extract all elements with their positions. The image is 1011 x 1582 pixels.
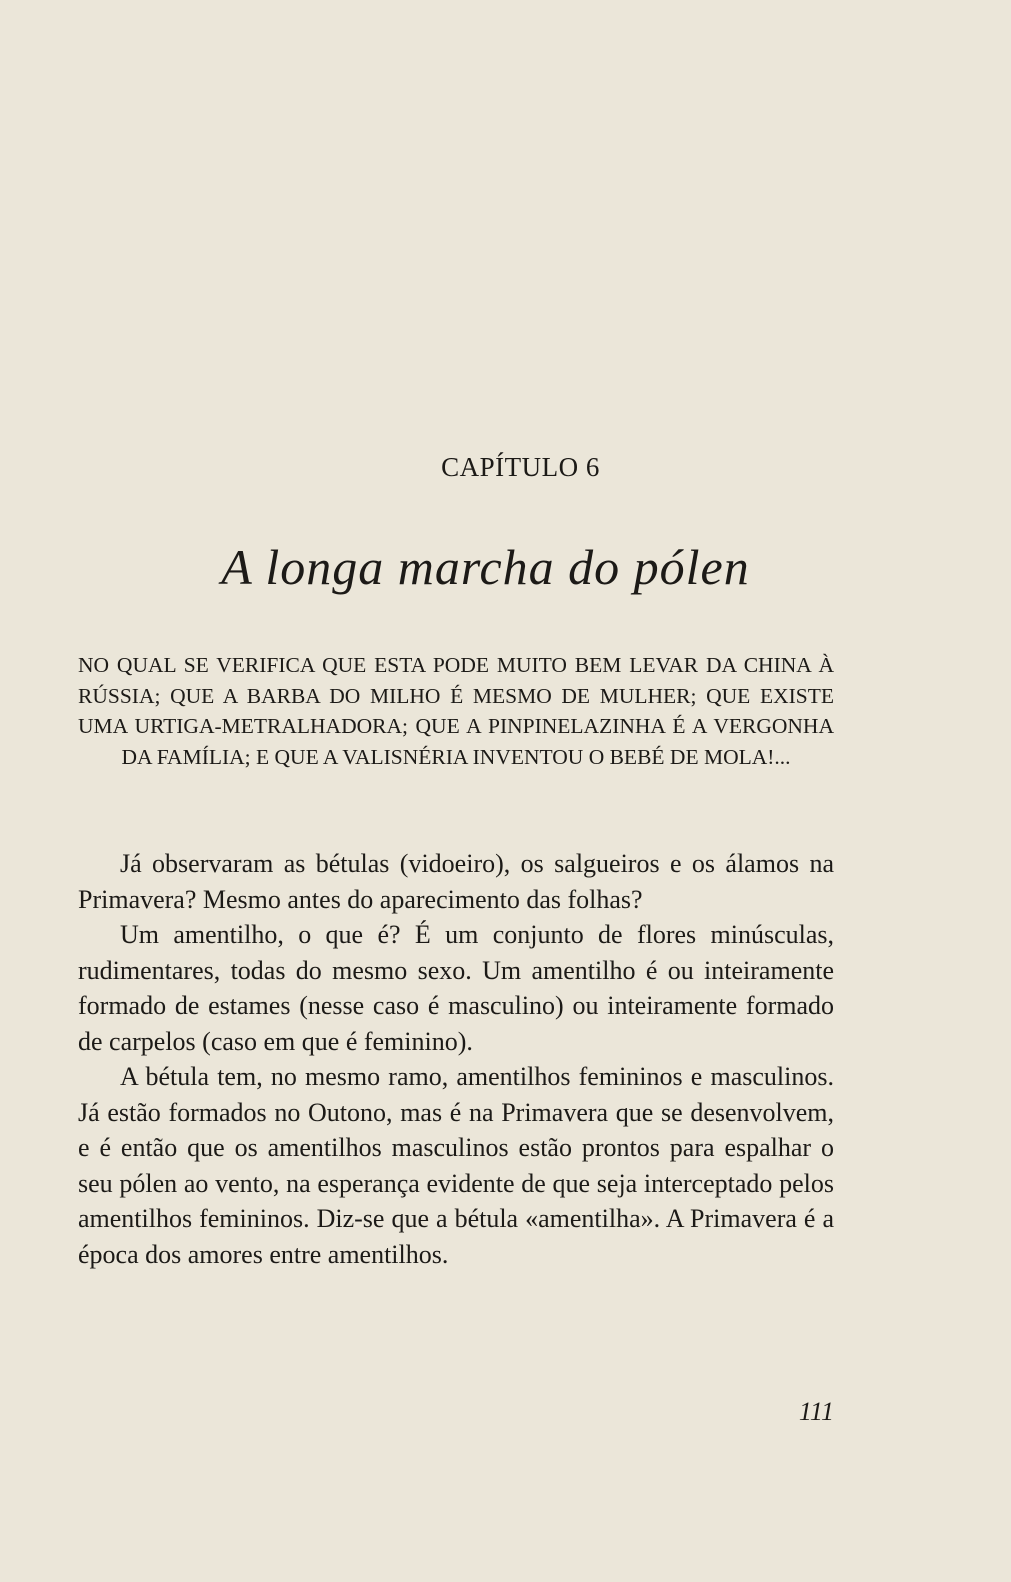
paragraph: Já observaram as bétulas (vidoeiro), os salgueiros e os álamos na Primavera? Mesmo antes do aparecimento das folhas? [78,849,834,914]
chapter-number: CAPÍTULO 6 [441,452,600,482]
paragraph: Um amentilho, o que é? É um conjunto de flores minúsculas, rudimentares, todas do mesmo sexo. Um amentilho é ou inteiramente formado de estames (nesse caso é masculino) ou inteiramente formado de carpelos (caso em que é feminino). [78,920,834,1056]
chapter-summary: NO QUAL SE VERIFICA QUE ESTA PODE MUITO BEM LEVAR DA CHINA À RÚSSIA; QUE A BARBA DO MILHO É MESMO DE MULHER; QUE EXISTE UMA URTIGA-METRALHADORA; QUE A PINPINELAZINHA É A VERGONHA DA FAMÍLIA; E QUE A VALISNÉRIA INVENTOU O BEBÉ DE MOLA!... [78,653,834,769]
paragraph: A bétula tem, no mesmo ramo, amentilhos femininos e masculinos. Já estão formados no Outono, mas é na Primavera que se desenvolvem, e é então que os amentilhos masculinos estão prontos para espalhar o seu pólen ao vento, na esperança evidente de que seja interceptado pelos amentilhos femininos. Diz-se que a bétula «amentilha». A Primavera é a época dos amores entre amentilhos. [78,1062,834,1269]
body-text [78,846,834,1272]
page-number: 111 [798,1397,834,1426]
chapter-title: A longa marcha do pólen [221,539,750,595]
